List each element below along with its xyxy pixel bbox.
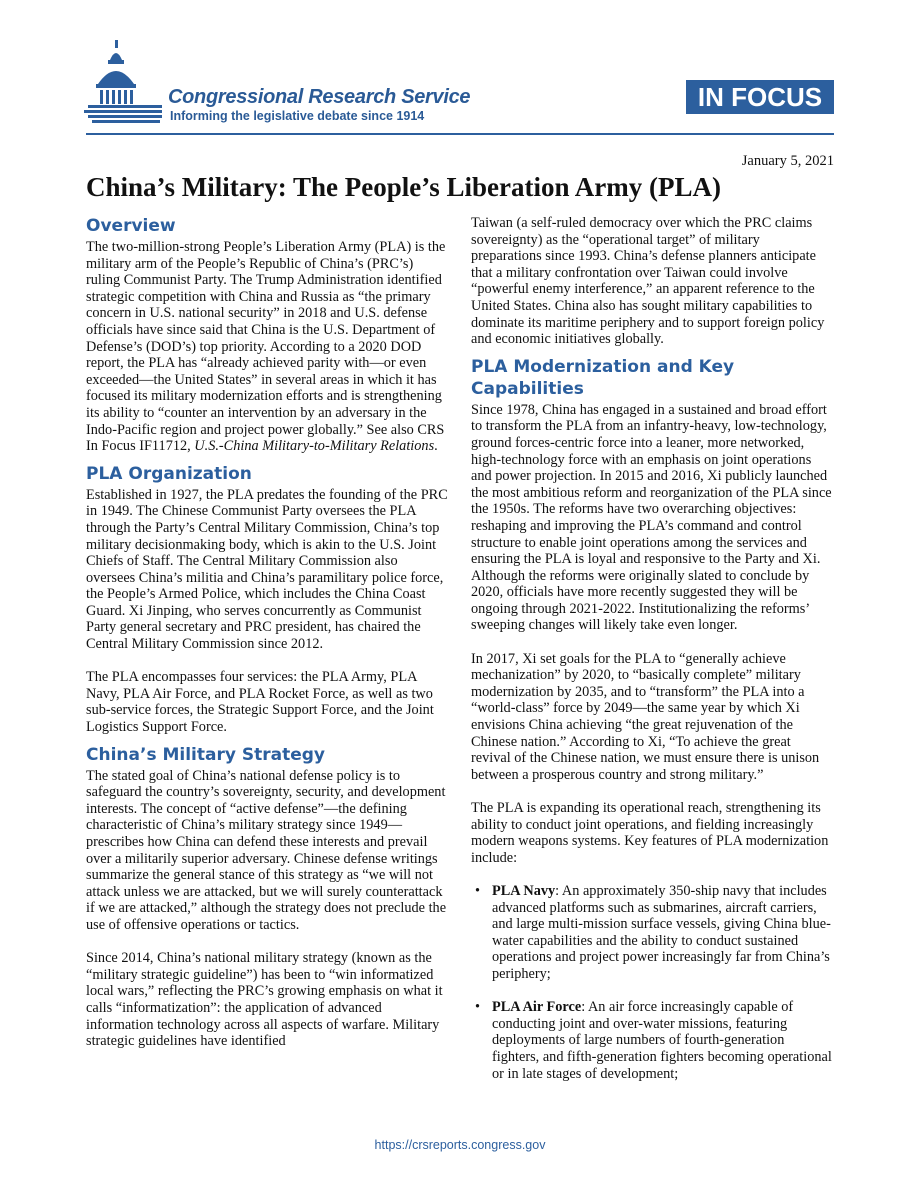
page-title: China’s Military: The People’s Liberation Army (PLA) [86,172,721,202]
modernization-paragraph-1: Since 1978, China has engaged in a sustained and broad effort to transform the PLA from an infantry-heavy, low-technology, ground forces-centric force into a leaner, more networked, high-technology force with an emphasis on joint operations and power projection. In 2015 and 2016, Xi publicly launched the most ambitious reform and reorganization of the PLA since the 1950s. The reforms have two overarching objectives: reshaping and improving the PLA’s command and control structure to enable joint operations among the services and ensuring the PLA is loyal and responsive to the Party and Xi. Although the reforms were originally slated to conclude by 2020, officials have more recently suggested they will be ongoing through 2021-2022. Institutionalizing the reforms’ sweeping changes will likely take even longer. [471,401,832,634]
list-item-text: : An approximately 350-ship navy that includes advanced platforms such as submarines, aircraft carriers, and large multi-mission surface vessels, giving China blue-water capabilities and the ability to conduct sustained operations and project power increasingly far from China’s periphery; [492,882,831,982]
continued-paragraph: Taiwan (a self-ruled democracy over which the PRC claims sovereignty) as the “operational target” of military preparations since 1993. China’s defense planners anticipate that a military confrontation over Taiwan could involve “powerful enemy interference,” an apparent reference to the United States. China also has sought military capabilities to dominate its maritime periphery and to support foreign policy and economic initiatives globally. [471,215,825,348]
report-title-link[interactable]: U.S.-China Military-to-Military Relations [194,438,435,455]
org-name: Congressional Research Service [168,86,471,108]
in-focus-badge: IN FOCUS [686,80,834,114]
overview-text: The two-million-strong People’s Liberation Army (PLA) is the military arm of the People’s Republic of China’s (PRC’s) ruling Communist Party. The Trump Administration identified strategic competition with China and Russia as “the primary concern in U.S. national security” in 2018 and U.S. defense officials have since said that China is the U.S. Department of Defense’s (DOD’s) top priority. According to a 2020 DOD report, the PLA has “already achieved parity with—or even exceeded—the United States” in several areas in which it has focused its military modernization efforts and is strengthening its ability to “counter an intervention by an adversary in the Indo-Pacific region and project power globally.” See also CRS In Focus IF11712, [86,239,446,455]
header-rule [86,133,834,135]
left-column [86,215,448,1066]
modernization-heading: PLA Modernization and Key Capabilities [471,356,735,399]
list-item-label: PLA Navy [492,882,556,899]
capabilities-list [471,883,833,1082]
page-header [0,0,920,140]
organization-paragraph-1: Established in 1927, the PLA predates the founding of the PRC in 1949. The Chinese Communist Party oversees the PLA through the Party’s Central Military Commission, China’s top military decisionmaking body, which is akin to the U.S. Joint Chiefs of Staff. The Central Military Commission also oversees China’s militia and China’s paramilitary police force, the People’s Armed Police, which includes the China Coast Guard. Xi Jinping, who serves concurrently as Communist Party general secretary and PRC president, has chaired the Central Military Commission since 2012. [86,486,448,653]
modernization-paragraph-3: The PLA is expanding its operational reach, strengthening its ability to conduct joint operations, and fielding increasingly modern weapons systems. Key features of PLA modernization include: [471,800,829,866]
bullet-icon: • [475,999,481,1016]
modernization-paragraph-2: In 2017, Xi set goals for the PLA to “generally achieve mechanization” by 2020, to “basically complete” military modernization by 2035, and to “transform” the PLA into a “world-class” force by 2049—the same year by which Xi envisions China achieving “the great rejuvenation of the Chinese nation.” According to Xi, “To achieve the great revival of the Chinese nation, we must ensure there is unison between a prosperous country and strong military.” [471,650,820,783]
org-tagline: Informing the legislative debate since 1914 [170,109,425,123]
strategy-heading: China’s Military Strategy [86,744,325,765]
overview-heading: Overview [86,216,176,236]
list-item-text: : An air force increasingly capable of conducting joint and over-water missions, featuring deployments of large numbers of fourth-generation fighters, and fifth-generation fighters becoming operational or in late stages of development; [492,999,832,1082]
overview-paragraph [86,239,448,455]
bullet-icon: • [475,882,481,899]
organization-paragraph-2: The PLA encompasses four services: the PLA Army, PLA Navy, PLA Air Force, and PLA Rocket Force, as well as two sub-service forces, the Strategic Support Force, and the Joint Logistics Support Force. [86,669,434,736]
list-item [471,883,833,983]
footer-url-link[interactable]: https://crsreports.congress.gov [374,1138,546,1152]
capitol-dome-logo-icon [84,36,166,128]
strategy-paragraph-2: Since 2014, China’s national military strategy (known as the “military strategic guideline”) has been to “win informatized local wars,” reflecting the PRC’s growing emphasis on what it calls “informatization”: the application of advanced information technology across all aspects of warfare. Military strategic guidelines have identified [86,950,443,1050]
list-item-label: PLA Air Force [492,999,582,1016]
list-item [471,999,833,1082]
overview-text-end: . [434,438,438,455]
strategy-paragraph-1: The stated goal of China’s national defense policy is to safeguard the country’s sovereignty, security, and development interests. The concept of “active defense”—the defining characteristic of China’s military strategy since 1949—prescribes how China can defend these interests and prevail over a militarily superior adversary. Chinese defense writings summarize the general stance of this strategy as “we will not attack unless we are attacked, but we will surely counterattack if we are attacked,” although the strategy does not preclude the use of offensive operations or tactics. [86,767,447,933]
right-column [471,215,833,1099]
organization-heading: PLA Organization [86,463,252,484]
publication-date: January 5, 2021 [741,153,834,169]
